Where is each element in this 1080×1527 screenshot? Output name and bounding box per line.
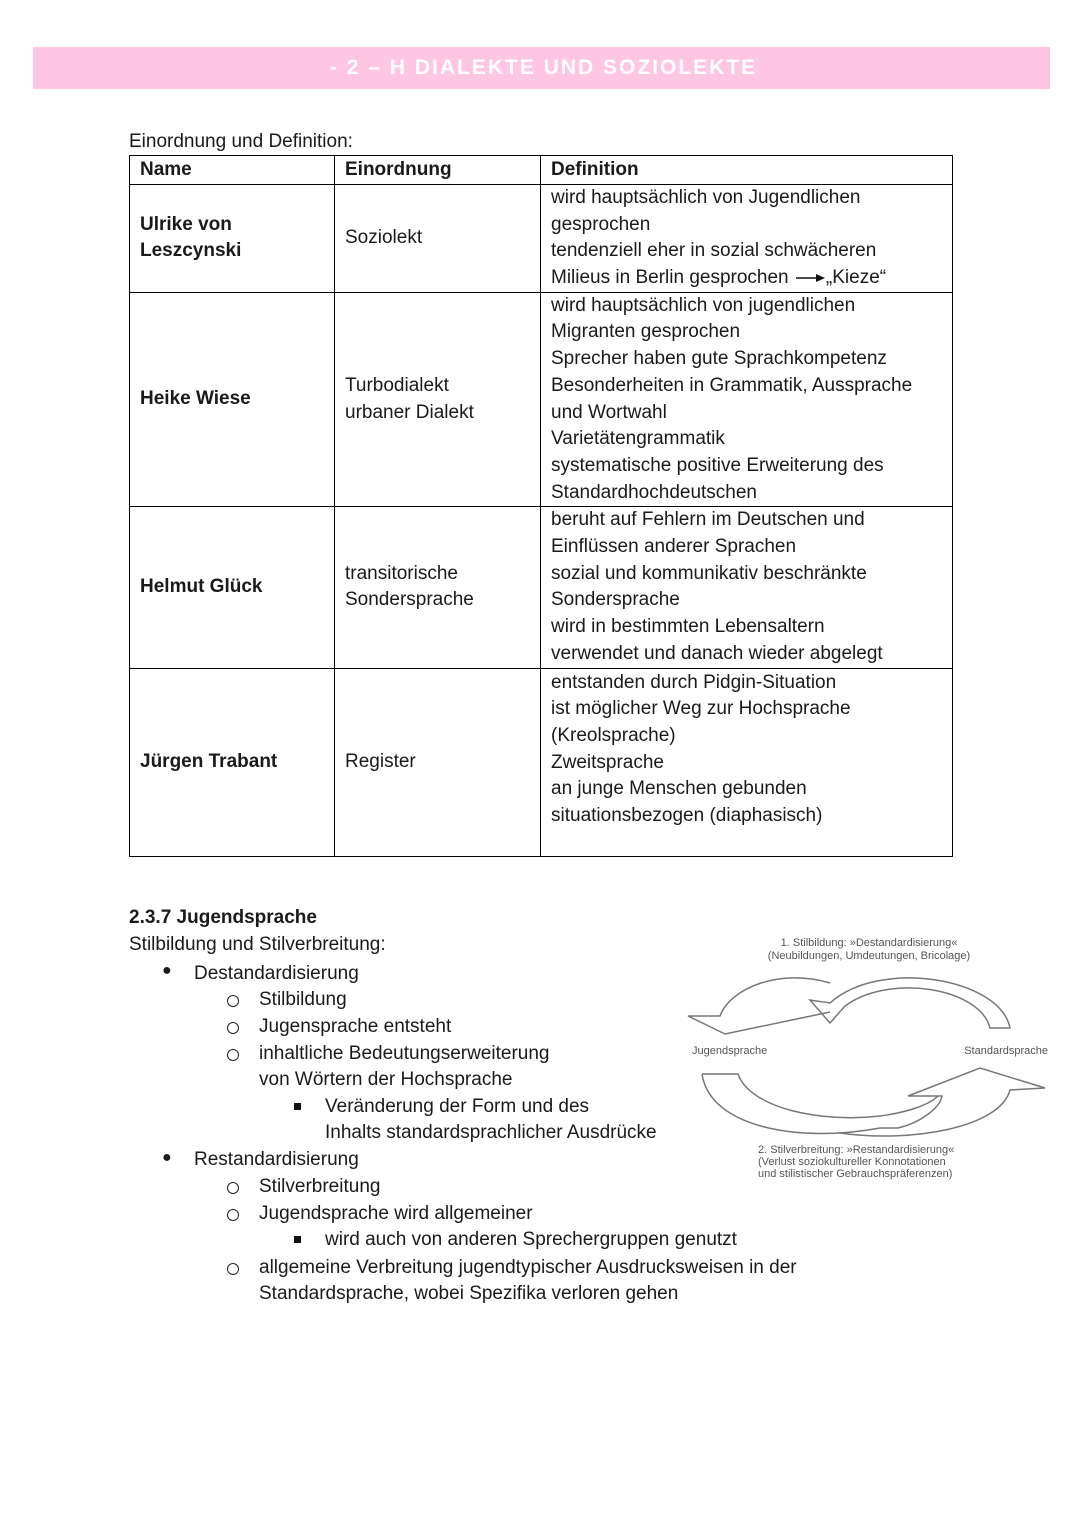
- table-row: [130, 184, 953, 292]
- diagram-bottom-label-3: und stilistischer Gebrauchspräferenzen): [758, 1168, 953, 1180]
- list-item-continuation: Standardsprache, wobei Spezifika verloren gehen: [259, 1283, 679, 1304]
- circle-bullet-icon: [227, 1209, 239, 1221]
- diagram-top-label-1: 1. Stilbildung: »Destandardisierung«: [780, 937, 958, 949]
- cell-name: Heike Wiese: [130, 292, 335, 507]
- header-definition: Definition: [541, 156, 953, 185]
- cell-name: Ulrike von Leszcynski: [130, 184, 335, 292]
- list-item: Restandardisierung: [194, 1149, 359, 1170]
- square-bullet-icon: [294, 1236, 301, 1243]
- section-title: 2.3.7 Jugendsprache: [129, 907, 317, 928]
- table-row: [130, 668, 953, 856]
- cell-name: Helmut Glück: [130, 507, 335, 668]
- diagram-bottom-label-2: (Verlust soziokultureller Konnotationen: [758, 1156, 946, 1168]
- bullet-icon: ●: [162, 962, 172, 979]
- lower-arrow-inner: [702, 1074, 938, 1118]
- circle-bullet-icon: [227, 1049, 239, 1061]
- list-item-continuation: Inhalts standardsprachlicher Ausdrücke: [325, 1122, 657, 1143]
- circle-bullet-icon: [227, 995, 239, 1007]
- upper-arrow-right-part: [810, 978, 1010, 1028]
- square-bullet-icon: [294, 1103, 301, 1110]
- style-cycle-diagram: [680, 928, 1060, 1188]
- diagram-left-label: Jugendsprache: [692, 1045, 768, 1057]
- header-einordnung: Einordnung: [335, 156, 541, 185]
- cell-definition: entstanden durch Pidgin-Situation ist möglicher Weg zur Hochsprache (Kreolsprache) Zweitsprache an junge Menschen gebunden situationsbezogen (diaphasisch): [541, 668, 953, 856]
- diagram-bottom-label-1: 2. Stilverbreitung: »Restandardisierung«: [758, 1144, 955, 1156]
- list-item: allgemeine Verbreitung jugendtypischer Ausdrucksweisen in der: [259, 1257, 797, 1278]
- list-item-continuation: von Wörtern der Hochsprache: [259, 1069, 513, 1090]
- cell-definition: wird hauptsächlich von jugendlichen Migranten gesprochen Sprecher haben gute Sprachkompetenz Besonderheiten in Grammatik, Aussprache und Wortwahl Varietätengrammatik systematische positive Erweiterung des Standardhochdeutschen: [541, 292, 953, 507]
- arrow-right-icon: [794, 271, 826, 283]
- list-item: Stilbildung: [259, 989, 347, 1010]
- list-item: Stilverbreitung: [259, 1176, 381, 1197]
- circle-bullet-icon: [227, 1182, 239, 1194]
- section-subtitle: Stilbildung und Stilverbreitung:: [129, 934, 386, 955]
- definition-table: [129, 155, 953, 857]
- table-row: [130, 292, 953, 507]
- list-item: Jugensprache entsteht: [259, 1016, 452, 1037]
- lower-arrow: [702, 1068, 1045, 1136]
- list-item: Jugendsprache wird allgemeiner: [259, 1203, 533, 1224]
- diagram-top-label-2: (Neubildungen, Umdeutungen, Bricolage): [767, 950, 971, 962]
- circle-bullet-icon: [227, 1022, 239, 1034]
- bullet-icon: ●: [162, 1149, 172, 1166]
- cell-einordnung: Turbodialekt urbaner Dialekt: [335, 292, 541, 507]
- intro-label: Einordnung und Definition:: [129, 131, 353, 152]
- cell-einordnung: Soziolekt: [335, 184, 541, 292]
- circle-bullet-icon: [227, 1263, 239, 1275]
- cell-name: Jürgen Trabant: [130, 668, 335, 856]
- list-item: Destandardisierung: [194, 963, 359, 984]
- list-item: Veränderung der Form und des: [325, 1096, 590, 1117]
- table-header-row: [130, 156, 953, 185]
- cell-einordnung: Register: [335, 668, 541, 856]
- page-title: - 2 – H DIALEKTE UND SOZIOLEKTE: [330, 56, 758, 79]
- cell-definition: wird hauptsächlich von Jugendlichen gesprochen tendenziell eher in sozial schwächeren Milieus in Berlin gesprochen „Kieze“: [541, 184, 953, 292]
- diagram-right-label: Standardsprache: [964, 1045, 1048, 1057]
- cell-definition: beruht auf Fehlern im Deutschen und Einflüssen anderer Sprachen sozial und kommunikativ beschränkte Sondersprache wird in bestimmten Lebensaltern verwendet und danach wieder abgelegt: [541, 507, 953, 668]
- list-item: wird auch von anderen Sprechergruppen genutzt: [325, 1229, 737, 1250]
- upper-arrow-left-part: [688, 978, 830, 1034]
- cell-einordnung: transitorische Sondersprache: [335, 507, 541, 668]
- header-name: Name: [130, 156, 335, 185]
- list-item: inhaltliche Bedeutungserweiterung: [259, 1043, 550, 1064]
- table-row: [130, 507, 953, 668]
